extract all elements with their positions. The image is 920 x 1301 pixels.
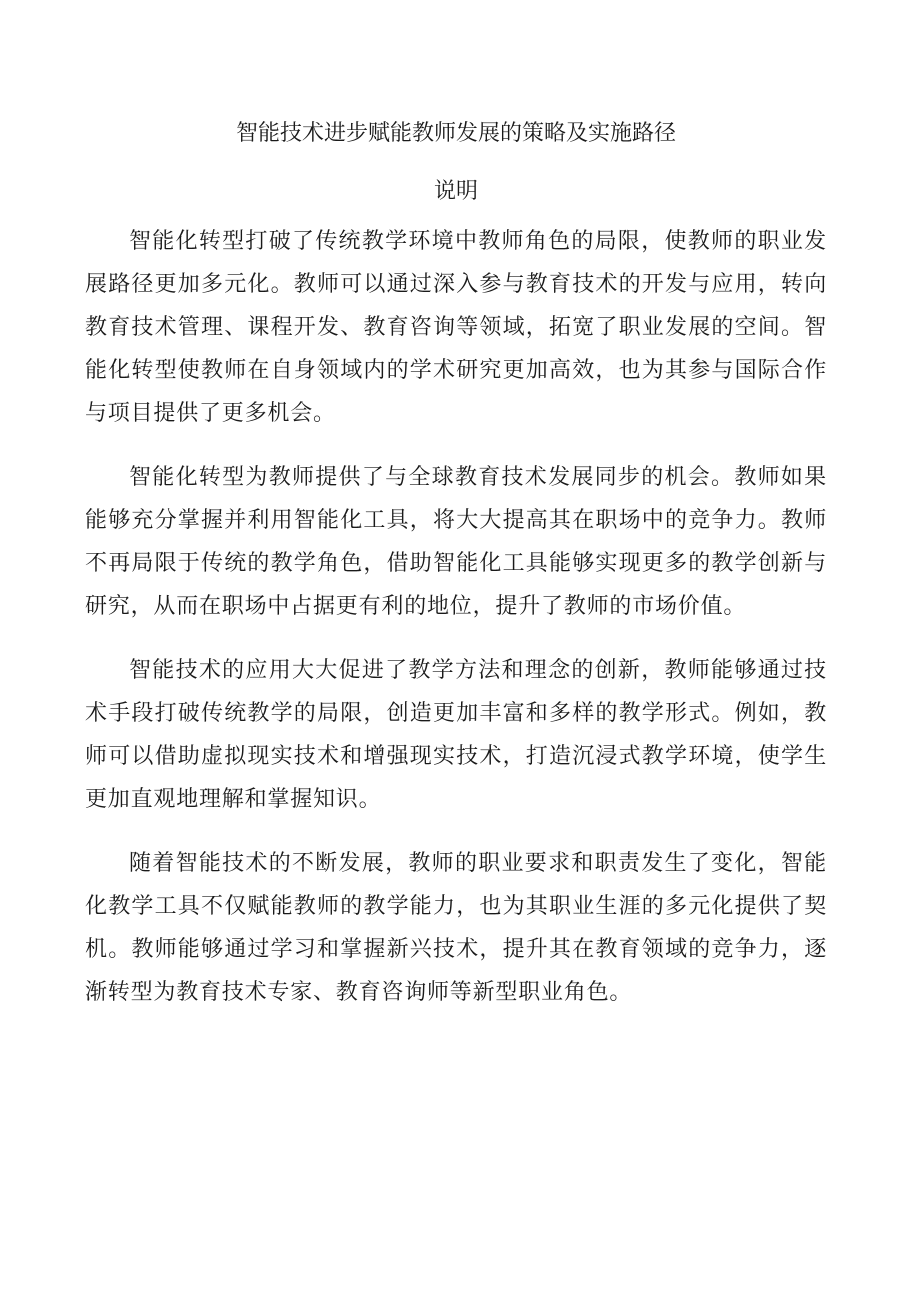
document-title: 智能技术进步赋能教师发展的策略及实施路径 (235, 121, 676, 146)
document-page (85, 112, 827, 1035)
paragraph-1: 智能化转型打破了传统教学环境中教师角色的局限，使教师的职业发展路径更加多元化。教师可以通过深入参与教育技术的开发与应用，转向教育技术管理、课程开发、教育咨询等领域，拓宽了职业发展的空间。智能化转型使教师在自身领域内的学术研究更加高效，也为其参与国际合作与项目提供了更多机会。 (85, 229, 827, 426)
document-subtitle: 说明 (433, 179, 478, 204)
paragraph-4: 随着智能技术的不断发展，教师的职业要求和职责发生了变化，智能化教学工具不仅赋能教师的教学能力，也为其职业生涯的多元化提供了契机。教师能够通过学习和掌握新兴技术，提升其在教育领域的竞争力，逐渐转型为教育技术专家、教育咨询师等新型职业角色。 (85, 851, 827, 1005)
paragraph-2: 智能化转型为教师提供了与全球教育技术发展同步的机会。教师如果能够充分掌握并利用智能化工具，将大大提高其在职场中的竞争力。教师不再局限于传统的教学角色，借助智能化工具能够实现更多的教学创新与研究，从而在职场中占据更有利的地位，提升了教师的市场价值。 (85, 465, 827, 619)
paragraph-3: 智能技术的应用大大促进了教学方法和理念的创新，教师能够通过技术手段打破传统教学的局限，创造更加丰富和多样的教学形式。例如，教师可以借助虚拟现实技术和增强现实技术，打造沉浸式教学环境，使学生更加直观地理解和掌握知识。 (85, 658, 827, 812)
